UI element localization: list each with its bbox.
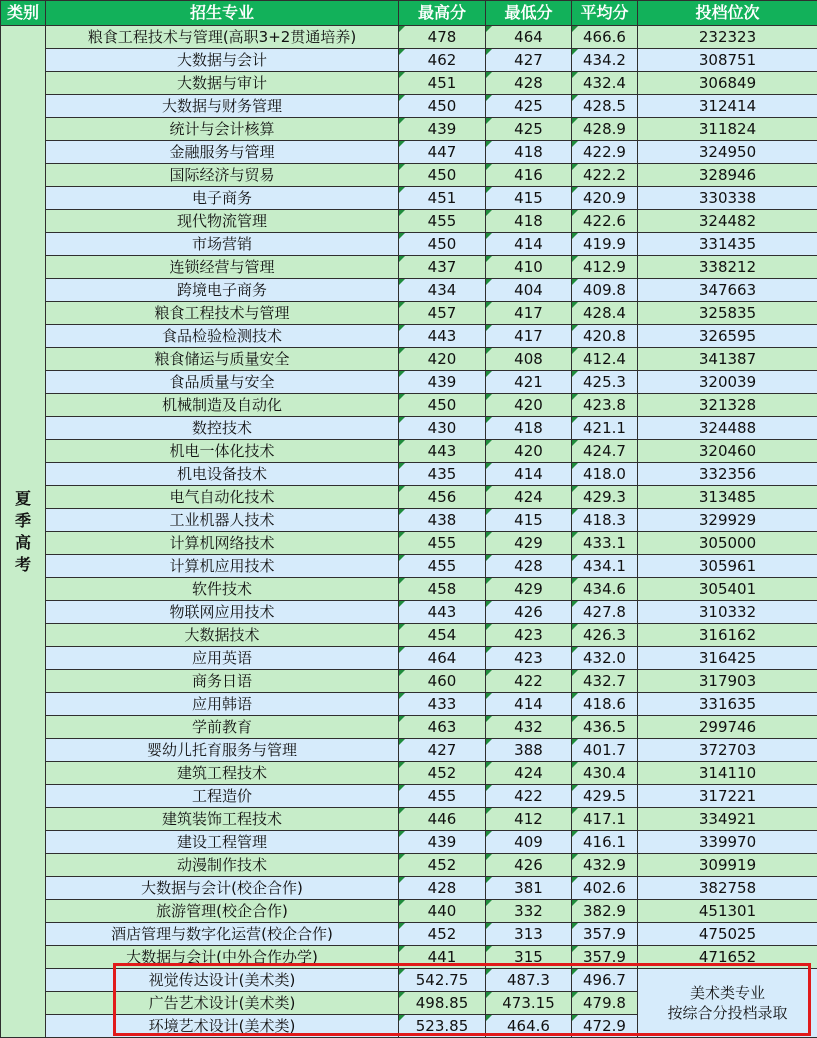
max-score-cell[interactable]: 457 (399, 302, 486, 325)
major-cell[interactable]: 连锁经营与管理 (46, 256, 399, 279)
min-score-cell[interactable]: 412 (486, 808, 572, 831)
avg-score-cell[interactable]: 420.9 (572, 187, 638, 210)
avg-score-cell[interactable]: 419.9 (572, 233, 638, 256)
min-score-cell[interactable]: 417 (486, 325, 572, 348)
avg-score-cell[interactable]: 434.6 (572, 578, 638, 601)
min-score-cell[interactable]: 425 (486, 118, 572, 141)
major-cell[interactable]: 建筑工程技术 (46, 762, 399, 785)
avg-score-cell[interactable]: 382.9 (572, 900, 638, 923)
min-score-cell[interactable]: 415 (486, 509, 572, 532)
rank-cell[interactable]: 309919 (638, 854, 817, 877)
avg-score-cell[interactable]: 422.9 (572, 141, 638, 164)
category-cell[interactable] (1, 26, 46, 1038)
table-row (1, 463, 817, 486)
min-score-cell[interactable]: 414 (486, 233, 572, 256)
min-score-cell[interactable]: 464 (486, 26, 572, 49)
max-score-cell[interactable]: 452 (399, 854, 486, 877)
table-row (1, 624, 817, 647)
header-row (1, 1, 817, 26)
rank-cell[interactable]: 372703 (638, 739, 817, 762)
major-cell[interactable]: 酒店管理与数字化运营(校企合作) (46, 923, 399, 946)
rank-cell[interactable]: 324488 (638, 417, 817, 440)
table-row (1, 900, 817, 923)
major-cell[interactable]: 跨境电子商务 (46, 279, 399, 302)
min-score-cell[interactable]: 418 (486, 141, 572, 164)
table-row (1, 302, 817, 325)
major-cell[interactable]: 计算机网络技术 (46, 532, 399, 555)
avg-score-cell[interactable]: 418.0 (572, 463, 638, 486)
rank-cell[interactable]: 471652 (638, 946, 817, 969)
avg-score-cell[interactable]: 436.5 (572, 716, 638, 739)
avg-score-cell[interactable]: 357.9 (572, 946, 638, 969)
max-score-cell[interactable]: 450 (399, 95, 486, 118)
min-score-cell[interactable]: 428 (486, 72, 572, 95)
max-score-cell[interactable]: 440 (399, 900, 486, 923)
major-cell[interactable]: 统计与会计核算 (46, 118, 399, 141)
min-score-cell[interactable]: 417 (486, 302, 572, 325)
rank-cell[interactable]: 317903 (638, 670, 817, 693)
avg-score-cell[interactable]: 423.8 (572, 394, 638, 417)
min-score-cell[interactable]: 423 (486, 624, 572, 647)
rank-cell[interactable]: 314110 (638, 762, 817, 785)
major-cell[interactable]: 广告艺术设计(美术类) (46, 992, 399, 1015)
table-row (1, 877, 817, 900)
art-note-line-1: 美术类专业 (638, 983, 817, 1003)
rank-cell[interactable]: 451301 (638, 900, 817, 923)
max-score-cell[interactable]: 455 (399, 532, 486, 555)
max-score-cell[interactable]: 450 (399, 233, 486, 256)
min-score-cell[interactable]: 414 (486, 693, 572, 716)
header-avg[interactable]: 平均分 (572, 1, 638, 26)
min-score-cell[interactable]: 418 (486, 210, 572, 233)
min-score-cell[interactable]: 429 (486, 532, 572, 555)
max-score-cell[interactable]: 443 (399, 440, 486, 463)
major-cell[interactable]: 大数据与审计 (46, 72, 399, 95)
min-score-cell[interactable]: 409 (486, 831, 572, 854)
rank-cell[interactable]: 313485 (638, 486, 817, 509)
min-score-cell[interactable]: 418 (486, 417, 572, 440)
min-score-cell[interactable]: 426 (486, 854, 572, 877)
art-note-line-2: 按综合分投档录取 (638, 1003, 817, 1023)
avg-score-cell[interactable]: 433.1 (572, 532, 638, 555)
max-score-cell[interactable]: 437 (399, 256, 486, 279)
table-row (1, 210, 817, 233)
table-row (1, 141, 817, 164)
header-min[interactable]: 最低分 (486, 1, 572, 26)
avg-score-cell[interactable]: 417.1 (572, 808, 638, 831)
max-score-cell[interactable]: 430 (399, 417, 486, 440)
avg-score-cell[interactable]: 357.9 (572, 923, 638, 946)
major-cell[interactable]: 应用英语 (46, 647, 399, 670)
avg-score-cell[interactable]: 432.4 (572, 72, 638, 95)
rank-cell[interactable]: 312414 (638, 95, 817, 118)
min-score-cell[interactable]: 381 (486, 877, 572, 900)
rank-cell[interactable]: 311824 (638, 118, 817, 141)
rank-cell[interactable]: 475025 (638, 923, 817, 946)
avg-score-cell[interactable]: 430.4 (572, 762, 638, 785)
rank-cell[interactable]: 334921 (638, 808, 817, 831)
rank-cell[interactable]: 331435 (638, 233, 817, 256)
major-cell[interactable]: 大数据与会计(校企合作) (46, 877, 399, 900)
table-row (1, 693, 817, 716)
table-row (1, 72, 817, 95)
avg-score-cell[interactable]: 472.9 (572, 1015, 638, 1038)
art-admission-note[interactable] (638, 969, 817, 1038)
major-cell[interactable]: 建筑装饰工程技术 (46, 808, 399, 831)
major-cell[interactable]: 工业机器人技术 (46, 509, 399, 532)
avg-score-cell[interactable]: 428.9 (572, 118, 638, 141)
major-cell[interactable]: 工程造价 (46, 785, 399, 808)
max-score-cell[interactable]: 450 (399, 394, 486, 417)
major-cell[interactable]: 大数据与财务管理 (46, 95, 399, 118)
major-cell[interactable]: 粮食储运与质量安全 (46, 348, 399, 371)
table-row (1, 946, 817, 969)
rank-cell[interactable]: 305000 (638, 532, 817, 555)
min-score-cell[interactable]: 473.15 (486, 992, 572, 1015)
min-score-cell[interactable]: 388 (486, 739, 572, 762)
table-row (1, 394, 817, 417)
avg-score-cell[interactable]: 466.6 (572, 26, 638, 49)
avg-score-cell[interactable]: 421.1 (572, 417, 638, 440)
min-score-cell[interactable]: 420 (486, 394, 572, 417)
rank-cell[interactable]: 306849 (638, 72, 817, 95)
avg-score-cell[interactable]: 434.1 (572, 555, 638, 578)
min-score-cell[interactable]: 487.3 (486, 969, 572, 992)
rank-cell[interactable]: 317221 (638, 785, 817, 808)
max-score-cell[interactable]: 420 (399, 348, 486, 371)
max-score-cell[interactable]: 446 (399, 808, 486, 831)
rank-cell[interactable]: 326595 (638, 325, 817, 348)
avg-score-cell[interactable]: 432.9 (572, 854, 638, 877)
max-score-cell[interactable]: 427 (399, 739, 486, 762)
min-score-cell[interactable]: 420 (486, 440, 572, 463)
major-cell[interactable]: 数控技术 (46, 417, 399, 440)
major-cell[interactable]: 机电设备技术 (46, 463, 399, 486)
max-score-cell[interactable]: 458 (399, 578, 486, 601)
max-score-cell[interactable]: 452 (399, 923, 486, 946)
major-cell[interactable]: 粮食工程技术与管理(高职3+2贯通培养) (46, 26, 399, 49)
avg-score-cell[interactable]: 409.8 (572, 279, 638, 302)
avg-score-cell[interactable]: 432.7 (572, 670, 638, 693)
table-row (1, 670, 817, 693)
max-score-cell[interactable]: 438 (399, 509, 486, 532)
table-row (1, 762, 817, 785)
max-score-cell[interactable]: 451 (399, 187, 486, 210)
max-score-cell[interactable]: 464 (399, 647, 486, 670)
major-cell[interactable]: 应用韩语 (46, 693, 399, 716)
table-row (1, 118, 817, 141)
table-row (1, 440, 817, 463)
table-row (1, 785, 817, 808)
table-row (1, 739, 817, 762)
max-score-cell[interactable]: 441 (399, 946, 486, 969)
max-score-cell[interactable]: 462 (399, 49, 486, 72)
min-score-cell[interactable]: 422 (486, 670, 572, 693)
max-score-cell[interactable]: 451 (399, 72, 486, 95)
table-row (1, 509, 817, 532)
table-row (1, 854, 817, 877)
major-cell[interactable]: 机电一体化技术 (46, 440, 399, 463)
rank-cell[interactable]: 341387 (638, 348, 817, 371)
rank-cell[interactable]: 320460 (638, 440, 817, 463)
avg-score-cell[interactable]: 429.3 (572, 486, 638, 509)
max-score-cell[interactable]: 439 (399, 371, 486, 394)
header-rank[interactable]: 投档位次 (638, 1, 817, 26)
rank-cell[interactable]: 339970 (638, 831, 817, 854)
major-cell[interactable]: 视觉传达设计(美术类) (46, 969, 399, 992)
avg-score-cell[interactable]: 425.3 (572, 371, 638, 394)
table-row (1, 417, 817, 440)
min-score-cell[interactable]: 414 (486, 463, 572, 486)
min-score-cell[interactable]: 332 (486, 900, 572, 923)
major-cell[interactable]: 金融服务与管理 (46, 141, 399, 164)
table-row (1, 601, 817, 624)
avg-score-cell[interactable]: 420.8 (572, 325, 638, 348)
max-score-cell[interactable]: 434 (399, 279, 486, 302)
major-cell[interactable]: 婴幼儿托育服务与管理 (46, 739, 399, 762)
max-score-cell[interactable]: 439 (399, 831, 486, 854)
table-row (1, 187, 817, 210)
major-cell[interactable]: 电气自动化技术 (46, 486, 399, 509)
max-score-cell[interactable]: 450 (399, 164, 486, 187)
table-row (1, 831, 817, 854)
max-score-cell[interactable]: 443 (399, 325, 486, 348)
max-score-cell[interactable]: 439 (399, 118, 486, 141)
min-score-cell[interactable]: 426 (486, 601, 572, 624)
header-category[interactable]: 类别 (1, 1, 46, 26)
rank-cell[interactable]: 324482 (638, 210, 817, 233)
rank-cell[interactable]: 382758 (638, 877, 817, 900)
rank-cell[interactable]: 320039 (638, 371, 817, 394)
table-row (1, 348, 817, 371)
max-score-cell[interactable]: 455 (399, 210, 486, 233)
min-score-cell[interactable]: 425 (486, 95, 572, 118)
max-score-cell[interactable]: 523.85 (399, 1015, 486, 1038)
major-cell[interactable]: 现代物流管理 (46, 210, 399, 233)
table-row (1, 279, 817, 302)
header-major[interactable]: 招生专业 (46, 1, 399, 26)
min-score-cell[interactable]: 423 (486, 647, 572, 670)
min-score-cell[interactable]: 421 (486, 371, 572, 394)
rank-cell[interactable]: 325835 (638, 302, 817, 325)
major-cell[interactable]: 商务日语 (46, 670, 399, 693)
rank-cell[interactable]: 347663 (638, 279, 817, 302)
min-score-cell[interactable]: 424 (486, 486, 572, 509)
table-row (1, 164, 817, 187)
rank-cell[interactable]: 310332 (638, 601, 817, 624)
min-score-cell[interactable]: 315 (486, 946, 572, 969)
major-cell[interactable]: 环境艺术设计(美术类) (46, 1015, 399, 1038)
rank-cell[interactable]: 305961 (638, 555, 817, 578)
major-cell[interactable]: 软件技术 (46, 578, 399, 601)
table-body (1, 26, 817, 1038)
max-score-cell[interactable]: 542.75 (399, 969, 486, 992)
major-cell[interactable]: 机械制造及自动化 (46, 394, 399, 417)
table-row (1, 325, 817, 348)
major-cell[interactable]: 学前教育 (46, 716, 399, 739)
max-score-cell[interactable]: 428 (399, 877, 486, 900)
min-score-cell[interactable]: 416 (486, 164, 572, 187)
min-score-cell[interactable]: 313 (486, 923, 572, 946)
rank-cell[interactable]: 324950 (638, 141, 817, 164)
min-score-cell[interactable]: 415 (486, 187, 572, 210)
table-row (1, 49, 817, 72)
avg-score-cell[interactable]: 401.7 (572, 739, 638, 762)
table-row (1, 532, 817, 555)
major-cell[interactable]: 食品检验检测技术 (46, 325, 399, 348)
table-row (1, 808, 817, 831)
table-row (1, 923, 817, 946)
rank-cell[interactable]: 308751 (638, 49, 817, 72)
table-row (1, 486, 817, 509)
art-table-row (1, 969, 817, 992)
major-cell[interactable]: 市场营销 (46, 233, 399, 256)
avg-score-cell[interactable]: 418.3 (572, 509, 638, 532)
header-max[interactable]: 最高分 (399, 1, 486, 26)
rank-cell[interactable]: 331635 (638, 693, 817, 716)
major-cell[interactable]: 国际经济与贸易 (46, 164, 399, 187)
avg-score-cell[interactable]: 427.8 (572, 601, 638, 624)
category-label: 夏季高考 (14, 488, 32, 576)
table-row (1, 371, 817, 394)
max-score-cell[interactable]: 460 (399, 670, 486, 693)
avg-score-cell[interactable]: 434.2 (572, 49, 638, 72)
rank-cell[interactable]: 328946 (638, 164, 817, 187)
min-score-cell[interactable]: 410 (486, 256, 572, 279)
avg-score-cell[interactable]: 432.0 (572, 647, 638, 670)
min-score-cell[interactable]: 432 (486, 716, 572, 739)
table-row (1, 95, 817, 118)
major-cell[interactable]: 旅游管理(校企合作) (46, 900, 399, 923)
rank-cell[interactable]: 232323 (638, 26, 817, 49)
rank-cell[interactable]: 332356 (638, 463, 817, 486)
min-score-cell[interactable]: 427 (486, 49, 572, 72)
table-row (1, 578, 817, 601)
max-score-cell[interactable]: 447 (399, 141, 486, 164)
major-cell[interactable]: 粮食工程技术与管理 (46, 302, 399, 325)
avg-score-cell[interactable]: 402.6 (572, 877, 638, 900)
max-score-cell[interactable]: 456 (399, 486, 486, 509)
table-row (1, 555, 817, 578)
avg-score-cell[interactable]: 479.8 (572, 992, 638, 1015)
avg-score-cell[interactable]: 496.7 (572, 969, 638, 992)
rank-cell[interactable]: 316425 (638, 647, 817, 670)
max-score-cell[interactable]: 443 (399, 601, 486, 624)
max-score-cell[interactable]: 455 (399, 785, 486, 808)
rank-cell[interactable]: 305401 (638, 578, 817, 601)
min-score-cell[interactable]: 428 (486, 555, 572, 578)
min-score-cell[interactable]: 404 (486, 279, 572, 302)
max-score-cell[interactable]: 498.85 (399, 992, 486, 1015)
avg-score-cell[interactable]: 422.2 (572, 164, 638, 187)
avg-score-cell[interactable]: 426.3 (572, 624, 638, 647)
min-score-cell[interactable]: 424 (486, 762, 572, 785)
avg-score-cell[interactable]: 418.6 (572, 693, 638, 716)
rank-cell[interactable]: 299746 (638, 716, 817, 739)
min-score-cell[interactable]: 422 (486, 785, 572, 808)
max-score-cell[interactable]: 455 (399, 555, 486, 578)
table-row (1, 716, 817, 739)
avg-score-cell[interactable]: 429.5 (572, 785, 638, 808)
major-cell[interactable]: 电子商务 (46, 187, 399, 210)
major-cell[interactable]: 大数据技术 (46, 624, 399, 647)
major-cell[interactable]: 计算机应用技术 (46, 555, 399, 578)
major-cell[interactable]: 食品质量与安全 (46, 371, 399, 394)
max-score-cell[interactable]: 454 (399, 624, 486, 647)
major-cell[interactable]: 大数据与会计(中外合作办学) (46, 946, 399, 969)
max-score-cell[interactable]: 435 (399, 463, 486, 486)
rank-cell[interactable]: 316162 (638, 624, 817, 647)
max-score-cell[interactable]: 452 (399, 762, 486, 785)
min-score-cell[interactable]: 408 (486, 348, 572, 371)
avg-score-cell[interactable]: 412.9 (572, 256, 638, 279)
min-score-cell[interactable]: 464.6 (486, 1015, 572, 1038)
rank-cell[interactable]: 338212 (638, 256, 817, 279)
table-row (1, 647, 817, 670)
avg-score-cell[interactable]: 428.4 (572, 302, 638, 325)
avg-score-cell[interactable]: 416.1 (572, 831, 638, 854)
max-score-cell[interactable]: 463 (399, 716, 486, 739)
table-row (1, 256, 817, 279)
min-score-cell[interactable]: 429 (486, 578, 572, 601)
avg-score-cell[interactable]: 412.4 (572, 348, 638, 371)
avg-score-cell[interactable]: 424.7 (572, 440, 638, 463)
major-cell[interactable]: 大数据与会计 (46, 49, 399, 72)
max-score-cell[interactable]: 433 (399, 693, 486, 716)
avg-score-cell[interactable]: 428.5 (572, 95, 638, 118)
avg-score-cell[interactable]: 422.6 (572, 210, 638, 233)
rank-cell[interactable]: 330338 (638, 187, 817, 210)
rank-cell[interactable]: 321328 (638, 394, 817, 417)
table-row (1, 26, 817, 49)
rank-cell[interactable]: 329929 (638, 509, 817, 532)
major-cell[interactable]: 物联网应用技术 (46, 601, 399, 624)
max-score-cell[interactable]: 478 (399, 26, 486, 49)
major-cell[interactable]: 动漫制作技术 (46, 854, 399, 877)
table-row (1, 233, 817, 256)
major-cell[interactable]: 建设工程管理 (46, 831, 399, 854)
